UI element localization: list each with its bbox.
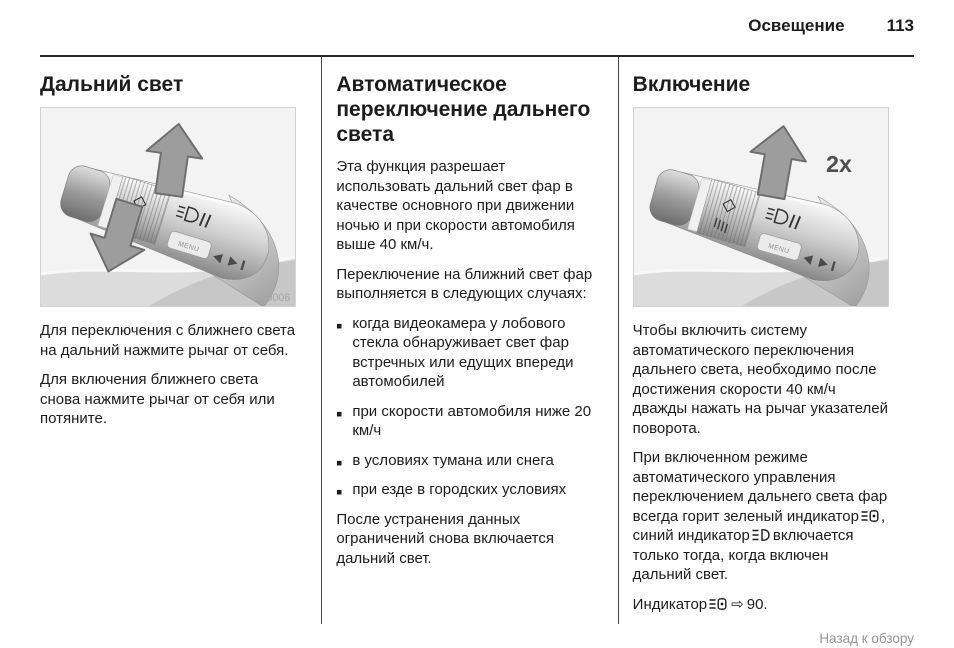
page-footer [0, 624, 954, 648]
col2-paragraph-1: Эта функция разрешает использовать дальний свет фар в качестве основного при движении ночью и при скорости автомобиля выше 40 км/ч. [336, 158, 575, 253]
column-auto-high-beam [321, 57, 617, 624]
col2-paragraph-3: После устранения данных ограничений снова включается дальний свет. [336, 510, 554, 567]
page-header [40, 16, 914, 40]
col3-paragraph-3 [633, 595, 889, 615]
back-to-overview-link[interactable]: Назад к обзору [819, 631, 914, 646]
section-title: Освещение [748, 16, 845, 35]
control-stalk-illustration-2x [634, 108, 889, 307]
page-ref-arrow-icon: ⇨ [731, 594, 744, 613]
col2-paragraph-2: Переключение на ближний свет фар выполняется в следующих случаях: [336, 265, 593, 302]
stalk-figure-high-beam [40, 107, 296, 307]
high-beam-indicator-icon [752, 527, 770, 539]
col1-paragraph-1: Для переключения с ближнего света на дальний нажмите рычаг от себя. [40, 322, 296, 359]
column-high-beam [40, 57, 321, 624]
col1-paragraph-2: Для включения ближнего света снова нажмите рычаг от себя или потяните. [40, 371, 275, 427]
col3-paragraph-3b: 90. [746, 595, 768, 613]
control-stalk-illustration [41, 108, 296, 307]
col3-paragraph-2c: включается только тогда, когда включен дальний свет. [632, 527, 854, 583]
menu-button-label: MENU [177, 240, 201, 254]
conditions-list [336, 314, 592, 500]
col3-paragraph-2b: , синий индикатор [632, 507, 886, 544]
list-item: ■ при скорости автомобиля ниже 20 км/ч [336, 402, 592, 441]
col3-paragraph-3a: Индикатор [632, 595, 708, 613]
col3-paragraph-2 [633, 448, 889, 585]
stalk-figure-activation [633, 107, 889, 307]
menu-button-label: MENU [766, 242, 790, 256]
col1-heading: Дальний свет [40, 73, 184, 96]
double-press-label: 2x [825, 151, 852, 178]
auto-high-beam-indicator-icon [709, 596, 727, 608]
col2-heading: Автоматическое переключение дальнего света [336, 73, 591, 146]
page-number: 113 [886, 16, 914, 35]
list-item: ■ при езде в городских условиях [336, 480, 592, 500]
col3-paragraph-2a: При включенном режиме автоматического управления переключением дальнего света фар всегда горит зеленый индикатор [632, 449, 888, 525]
list-item: ■ в условиях тумана или снега [336, 451, 592, 471]
column-activation [618, 57, 914, 624]
list-item: ■ когда видеокамера у лобового стекла обнаруживает свет фар встречных или едущих впереди автомобилей [336, 314, 592, 392]
col3-paragraph-1: Чтобы включить систему автоматического переключения дальнего света, необходимо после достижения скорости 40 км/ч дважды нажать на рычаг указателей поворота. [632, 322, 889, 437]
content-columns [40, 57, 914, 624]
figure-code: 30006 [260, 292, 291, 305]
auto-high-beam-indicator-icon [861, 508, 879, 520]
col3-heading: Включение [632, 73, 751, 96]
